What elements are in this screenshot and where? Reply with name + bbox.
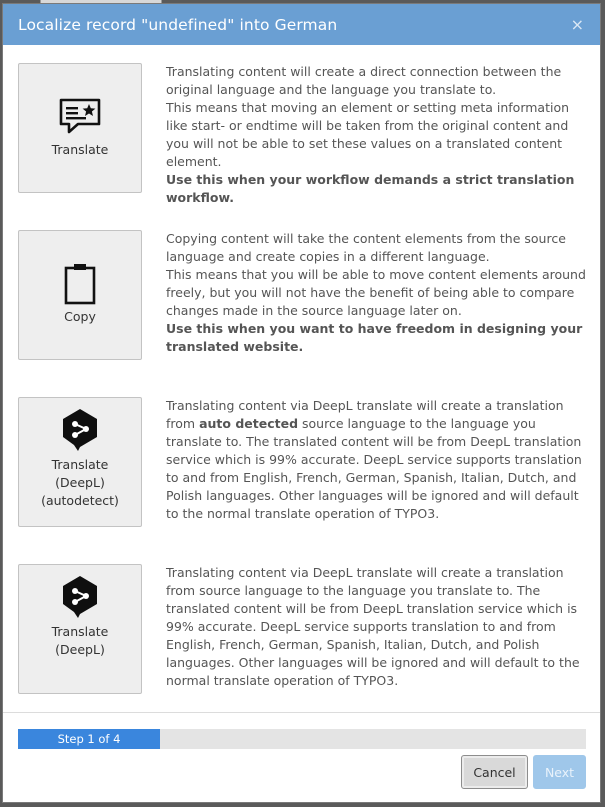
deepl-description [166, 564, 586, 690]
modal-header [3, 4, 600, 45]
deepl-label-1: Translate [51, 624, 109, 639]
deepl-autodetect-desc-bold: auto detected [199, 416, 299, 431]
translate-icon [58, 97, 102, 137]
clipboard-icon [63, 264, 97, 304]
translate-button[interactable] [18, 63, 142, 193]
cancel-button[interactable]: Cancel [461, 755, 528, 789]
next-button[interactable]: Next [533, 755, 586, 789]
copy-button-label: Copy [64, 309, 96, 324]
option-deepl [18, 564, 588, 694]
option-copy [18, 230, 588, 360]
deepl-button[interactable] [18, 564, 142, 694]
modal-title: Localize record "undefined" into German [18, 15, 338, 34]
deepl-icon [61, 408, 99, 452]
translate-button-label: Translate [51, 142, 109, 157]
copy-desc-2: This means that you will be able to move content elements around freely, but you will not have the benefit of being able to compare changes made in the source language later on. [166, 267, 586, 318]
deepl-icon [61, 575, 99, 619]
deepl-autodetect-label-2: (DeepL) [55, 475, 105, 490]
localize-modal [2, 3, 601, 803]
modal-body [3, 45, 600, 712]
option-translate [18, 63, 588, 205]
deepl-autodetect-desc-pre: Translating content via DeepL translate will create a translation from [166, 398, 564, 431]
translate-desc-2: This means that moving an element or setting meta information like start- or endtime will be taken from the original content and you will not be able to set these values on a translated content element. [166, 100, 570, 169]
deepl-autodetect-label-1: Translate [51, 457, 109, 472]
translate-desc-1: Translating content will create a direct connection between the original language and the language you translate to. [166, 64, 562, 97]
deepl-label-2: (DeepL) [55, 642, 105, 657]
step-progress-fill: Step 1 of 4 [18, 729, 160, 749]
deepl-desc: Translating content via DeepL translate will create a translation from source language to the language you translate to. The translated content will be from DeepL translation service which is 99% accurate. DeepL service supports translation to and from English, French, German, Spanish, Italian, Dutch, and Polish languages. Other languages will be ignored and will default to the normal translate operation of TYPO3. [166, 565, 580, 688]
deepl-autodetect-description [166, 397, 586, 523]
deepl-autodetect-label-3: (autodetect) [41, 493, 119, 508]
copy-desc-1: Copying content will take the content elements from the source language and create copies in a different language. [166, 231, 566, 264]
copy-desc-bold: Use this when you want to have freedom in designing your translated website. [166, 321, 583, 354]
translate-description [166, 63, 586, 207]
copy-description [166, 230, 586, 356]
close-button[interactable]: × [570, 14, 584, 34]
copy-button[interactable] [18, 230, 142, 360]
step-progress-bar [18, 729, 586, 749]
translate-desc-bold: Use this when your workflow demands a strict translation workflow. [166, 172, 575, 205]
deepl-autodetect-button[interactable] [18, 397, 142, 527]
option-deepl-autodetect [18, 397, 588, 527]
modal-footer [3, 712, 600, 803]
deepl-autodetect-desc-post: source language to the language you translate to. The translated content will be from DeepL translation service which is 99% accurate. DeepL service supports translation to and from English, French, German, Spanish, Italian, Dutch, and Polish languages. Other languages will be ignored and will default to the normal translate operation of TYPO3. [166, 416, 582, 521]
